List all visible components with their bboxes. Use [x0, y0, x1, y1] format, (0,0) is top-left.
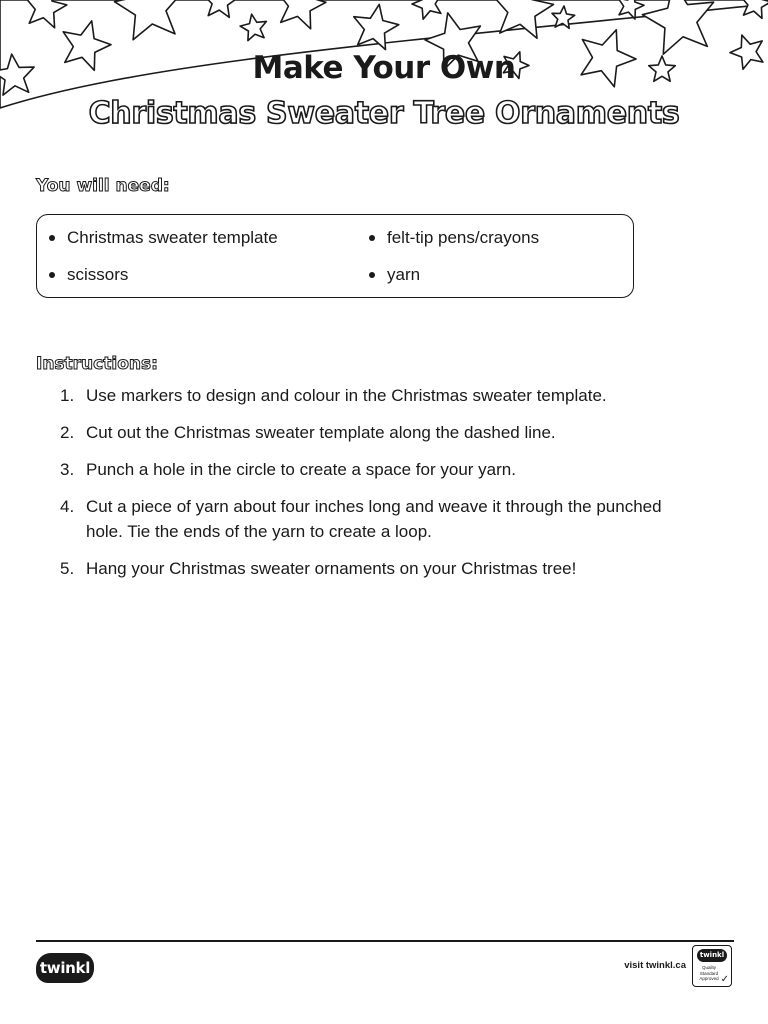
step-text: Cut a piece of yarn about four inches long and weave it through the punched hole. Tie the ends of the yarn to create a loop. [86, 497, 662, 541]
step-number: 5. [60, 559, 75, 578]
step-number: 3. [60, 460, 75, 479]
bullet-icon [369, 235, 375, 241]
instruction-step [60, 383, 700, 408]
step-number: 4. [60, 497, 75, 516]
materials-list [49, 227, 619, 286]
footer-divider [36, 940, 734, 942]
step-text: Hang your Christmas sweater ornaments on your Christmas tree! [86, 559, 577, 578]
instruction-step [60, 494, 700, 544]
page-title: Make Your Own [252, 50, 516, 86]
instructions-heading: Instructions: [36, 354, 158, 374]
instruction-step [60, 420, 700, 445]
instructions-list [60, 383, 700, 593]
bullet-icon [49, 235, 55, 241]
step-number: 1. [60, 386, 75, 405]
bullet-icon [49, 272, 55, 278]
material-item [49, 264, 369, 286]
logo-text: twinkl [39, 959, 91, 977]
badge-text: Quality Standard Approved [699, 965, 719, 981]
instruction-step [60, 457, 700, 482]
bullet-icon [369, 272, 375, 278]
needs-heading: You will need: [36, 176, 170, 196]
materials-box [36, 214, 634, 298]
material-item [369, 227, 619, 249]
step-text: Cut out the Christmas sweater template along the dashed line. [86, 423, 556, 442]
material-item-label: yarn [387, 265, 421, 284]
visit-link[interactable]: visit twinkl.ca [624, 960, 686, 971]
material-item-label: Christmas sweater template [67, 228, 278, 247]
step-number: 2. [60, 423, 75, 442]
material-item [49, 227, 369, 249]
step-text: Punch a hole in the circle to create a space for your yarn. [86, 460, 516, 479]
page-subtitle: Christmas Sweater Tree Ornaments [88, 96, 680, 131]
material-item [369, 264, 619, 286]
step-text: Use markers to design and colour in the Christmas sweater template. [86, 386, 607, 405]
badge-logo: twinkl [697, 949, 727, 962]
material-item-label: felt-tip pens/crayons [387, 228, 540, 247]
twinkl-logo[interactable] [36, 953, 94, 983]
material-item-label: scissors [67, 265, 129, 284]
instruction-step [60, 556, 700, 581]
check-icon: ✓ [720, 974, 729, 985]
quality-badge [692, 945, 732, 987]
